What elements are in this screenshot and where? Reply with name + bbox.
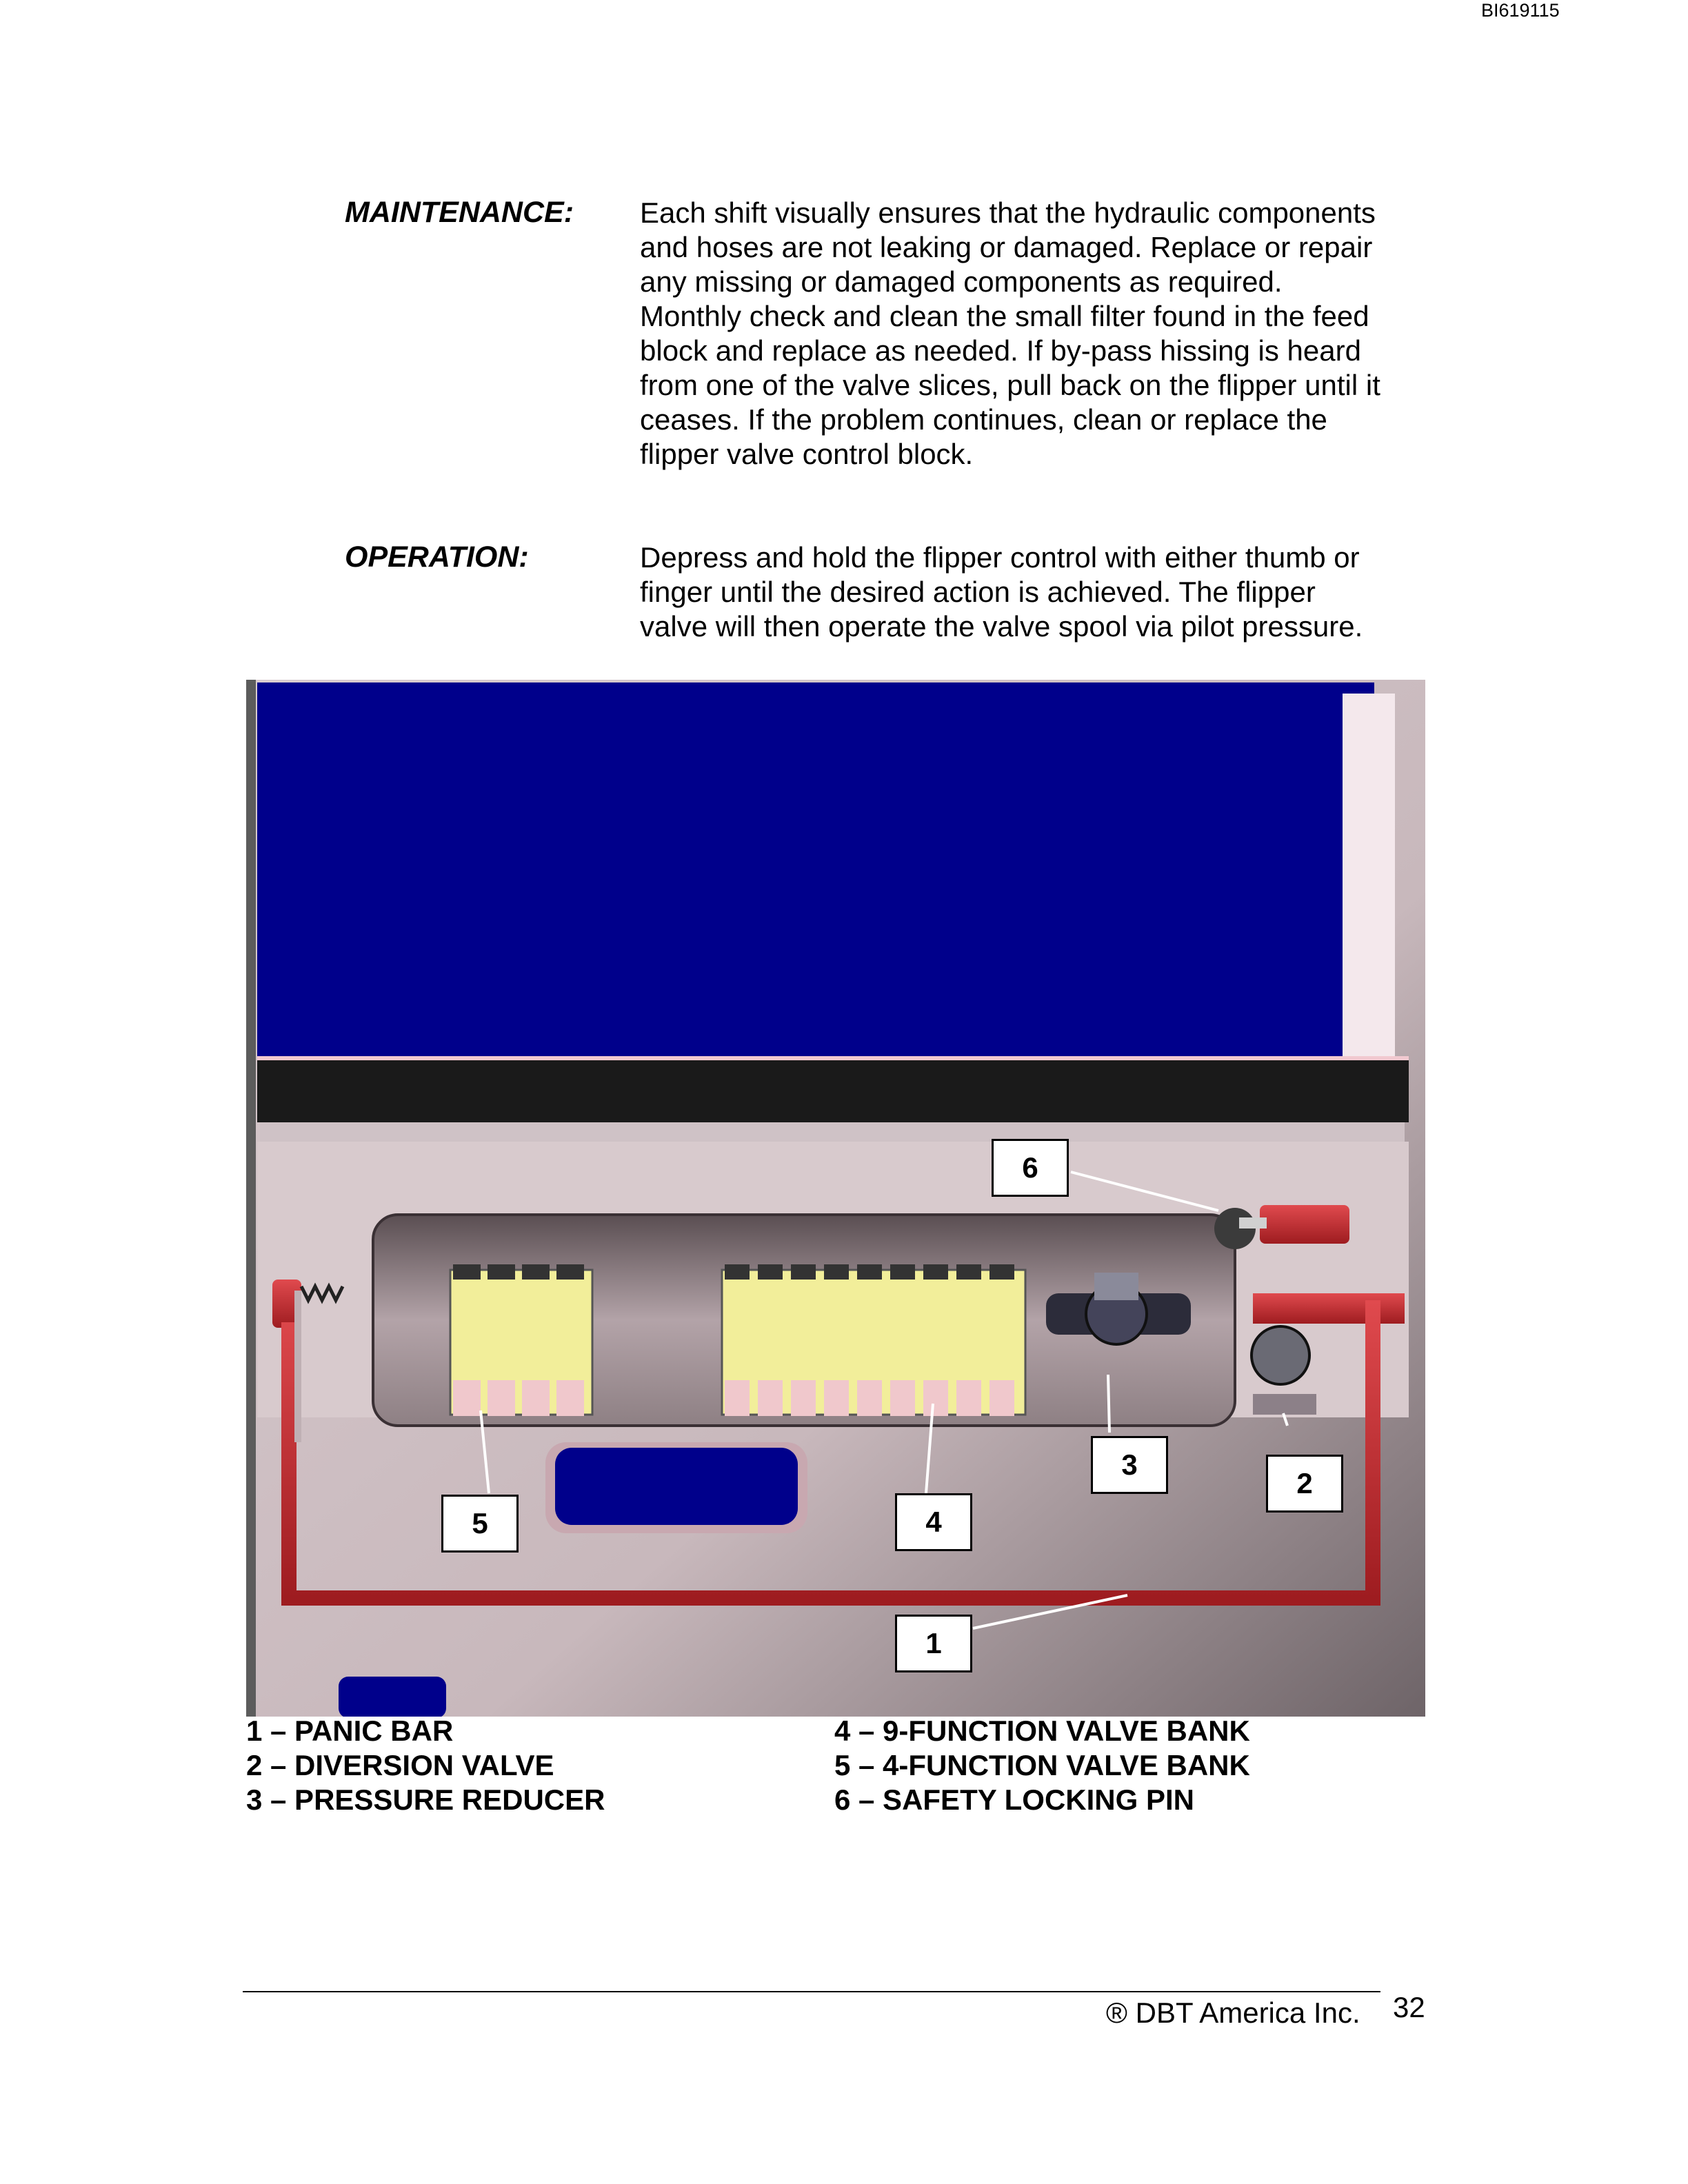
side-wall: [1343, 694, 1395, 1058]
document-id: BI619115: [1481, 0, 1560, 21]
hinge-bar: [257, 1060, 1409, 1122]
left-edge: [246, 680, 256, 1717]
valve-bank-illustration: [246, 680, 1425, 1717]
legend-left: [246, 1714, 605, 1817]
legend-item-6: 6 – SAFETY LOCKING PIN: [834, 1783, 1194, 1816]
legend-item-4: 4 – 9-FUNCTION VALVE BANK: [834, 1715, 1250, 1747]
legend-item-5: 5 – 4-FUNCTION VALVE BANK: [834, 1749, 1250, 1781]
safety-locking-pin: [1214, 1205, 1349, 1249]
callout-1: 1: [895, 1615, 972, 1672]
blue-cover-panel: [257, 682, 1374, 1058]
page-number: 32: [1393, 1991, 1425, 2023]
cover-edge: [257, 1056, 1409, 1060]
maintenance-text: Each shift visually ensures that the hydraulic components and hoses are not leaking or damaged. Replace or repair any missing or damaged components as required. Monthly check and clean the small filter found in the feed block and replace as needed. If by-pass hissing is heard from one of the valve slices, pull back on the flipper until it ceases. If the problem continues, clean or replace the flipper valve control block.: [640, 196, 1380, 470]
four-function-valve-bank: [450, 1264, 592, 1416]
callout-4: 4: [895, 1493, 972, 1551]
nine-function-valve-bank: [722, 1264, 1025, 1416]
callout-3: 3: [1091, 1436, 1168, 1494]
callout-5: 5: [441, 1495, 519, 1553]
footer-rule: [243, 1991, 1380, 1992]
valve-bank-figure: [246, 680, 1425, 1717]
maintenance-label: MAINTENANCE:: [345, 196, 574, 229]
legend-item-1: 1 – PANIC BAR: [246, 1715, 454, 1747]
footer-company: ® DBT America Inc.: [1106, 1996, 1360, 2029]
operation-section: [345, 540, 1448, 651]
access-opening: [555, 1448, 798, 1525]
legend-right: [834, 1714, 1250, 1817]
legend-item-2: 2 – DIVERSION VALVE: [246, 1749, 554, 1781]
operation-label: OPERATION:: [345, 540, 529, 574]
maintenance-section: [345, 196, 1448, 485]
operation-text: Depress and hold the flipper control with either thumb or finger until the desired action is achieved. The flipper valve will then operate the valve spool via pilot pressure.: [640, 541, 1363, 643]
callout-6: 6: [992, 1139, 1069, 1197]
blue-tab: [339, 1677, 446, 1717]
legend-item-3: 3 – PRESSURE REDUCER: [246, 1783, 605, 1816]
callout-2: 2: [1266, 1455, 1343, 1513]
top-rail: [260, 1122, 1405, 1142]
